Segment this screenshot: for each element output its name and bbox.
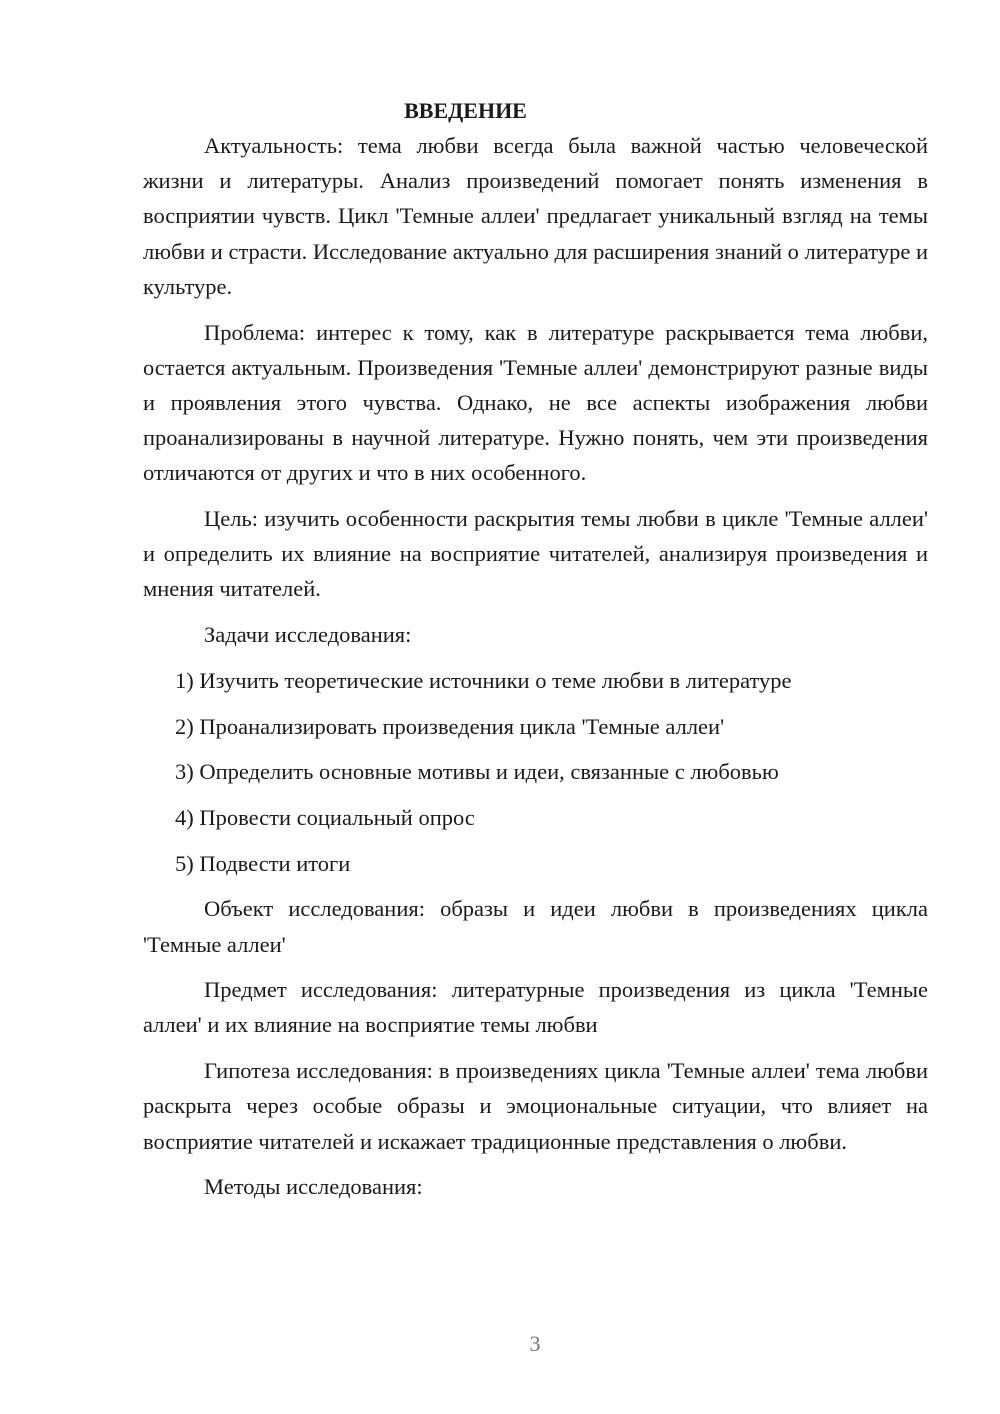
subject-paragraph: Предмет исследования: литературные произведения из цикла 'Темные аллеи' и их влияние на восприятие темы любви [143, 977, 928, 1038]
document-page [143, 93, 928, 1215]
section-heading: ВВЕДЕНИЕ [404, 98, 527, 123]
task-item: 4) Провести социальный опрос [175, 804, 475, 830]
page-number: 3 [529, 1331, 541, 1356]
task-item: 3) Определить основные мотивы и идеи, связанные с любовью [175, 759, 779, 785]
problem-paragraph: Проблема: интерес к тому, как в литературе раскрывается тема любви, остается актуальным. Произведения 'Темные аллеи' демонстрируют разные виды и проявления этого чувства. Однако, не все аспекты изображения любви проанализированы в научной литературе. Нужно понять, чем эти произведения отличаются от других и что в них особенного. [143, 319, 928, 486]
tasks-title: Задачи исследования: [204, 622, 412, 648]
tasks-list [143, 663, 928, 881]
methods-title: Методы исследования: [204, 1174, 423, 1200]
task-item: 1) Изучить теоретические источники о теме любви в литературе [175, 667, 792, 693]
relevance-paragraph: Актуальность: тема любви всегда была важной частью человеческой жизни и литературы. Анализ произведений помогает понять изменения в восприятии чувств. Цикл 'Темные аллеи' предлагает уникальный взгляд на темы любви и страсти. Исследование актуально для расширения знаний о литературе и культуре. [143, 133, 928, 299]
task-item: 5) Подвести итоги [175, 850, 351, 876]
goal-paragraph: Цель: изучить особенности раскрытия темы любви в цикле 'Темные аллеи' и определить их влияние на восприятие читателей, анализируя произведения и мнения читателей. [143, 506, 928, 602]
hypothesis-paragraph: Гипотеза исследования: в произведениях цикла 'Темные аллеи' тема любви раскрыта через особые образы и эмоциональные ситуации, что влияет на восприятие читателей и искажает традиционные представления о любви. [143, 1058, 928, 1154]
task-item: 2) Проанализировать произведения цикла 'Темные аллеи' [175, 713, 725, 739]
object-paragraph: Объект исследования: образы и идеи любви в произведениях цикла 'Темные аллеи' [143, 896, 928, 957]
